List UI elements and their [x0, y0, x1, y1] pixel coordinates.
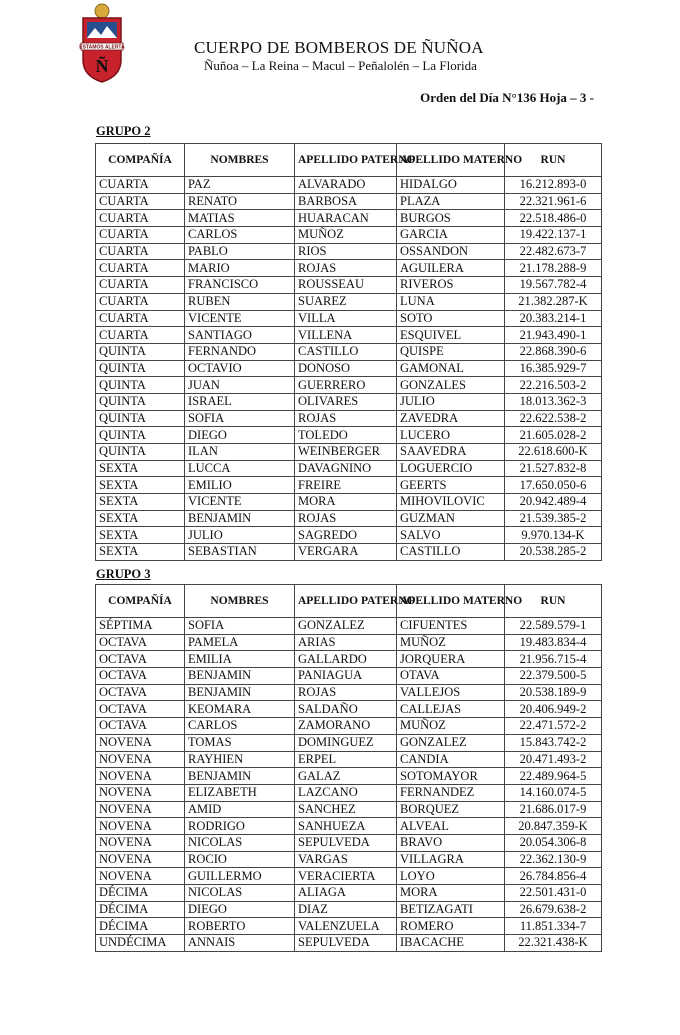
run-cell: 22.482.673-7 [505, 243, 602, 260]
company-cell: NOVENA [96, 818, 185, 835]
table-row [96, 410, 602, 427]
paternal-surname-cell: ARIAS [295, 634, 397, 651]
first-name-cell: CARLOS [185, 227, 295, 244]
company-cell: CUARTA [96, 310, 185, 327]
run-cell: 15.843.742-2 [505, 734, 602, 751]
run-cell: 22.321.961-6 [505, 193, 602, 210]
first-name-cell: NICOLAS [185, 885, 295, 902]
maternal-surname-cell: JULIO [397, 393, 505, 410]
table-row [96, 718, 602, 735]
run-cell: 22.622.538-2 [505, 410, 602, 427]
table-row [96, 901, 602, 918]
first-name-cell: GUILLERMO [185, 868, 295, 885]
run-cell: 19.422.137-1 [505, 227, 602, 244]
run-cell: 22.471.572-2 [505, 718, 602, 735]
table-row [96, 293, 602, 310]
company-cell: OCTAVA [96, 701, 185, 718]
run-cell: 20.847.359-K [505, 818, 602, 835]
table-row [96, 377, 602, 394]
table-header-row [96, 585, 602, 618]
run-cell: 21.686.017-9 [505, 801, 602, 818]
table-row [96, 343, 602, 360]
paternal-surname-cell: ALVARADO [295, 177, 397, 194]
company-cell: CUARTA [96, 193, 185, 210]
table-row [96, 868, 602, 885]
company-cell: NOVENA [96, 801, 185, 818]
run-cell: 21.956.715-4 [505, 651, 602, 668]
paternal-surname-cell: HUARACAN [295, 210, 397, 227]
company-cell: OCTAVA [96, 634, 185, 651]
group-2-table [95, 143, 602, 561]
first-name-cell: KEOMARA [185, 701, 295, 718]
run-cell: 22.216.503-2 [505, 377, 602, 394]
paternal-surname-cell: VILLA [295, 310, 397, 327]
paternal-surname-cell: GUERRERO [295, 377, 397, 394]
company-cell: QUINTA [96, 377, 185, 394]
maternal-surname-cell: MIHOVILOVIC [397, 494, 505, 511]
company-cell: CUARTA [96, 210, 185, 227]
first-name-cell: BENJAMIN [185, 684, 295, 701]
maternal-surname-cell: CANDIA [397, 751, 505, 768]
first-name-cell: FRANCISCO [185, 277, 295, 294]
company-cell: SEXTA [96, 460, 185, 477]
company-cell: OCTAVA [96, 718, 185, 735]
column-header-names: NOMBRES [185, 585, 295, 618]
first-name-cell: ISRAEL [185, 393, 295, 410]
column-header-names: NOMBRES [185, 144, 295, 177]
run-cell: 21.527.832-8 [505, 460, 602, 477]
first-name-cell: CARLOS [185, 718, 295, 735]
table-row [96, 634, 602, 651]
maternal-surname-cell: LOYO [397, 868, 505, 885]
run-cell: 22.618.600-K [505, 444, 602, 461]
paternal-surname-cell: ROJAS [295, 260, 397, 277]
maternal-surname-cell: ESQUIVEL [397, 327, 505, 344]
run-cell: 21.382.287-K [505, 293, 602, 310]
run-cell: 22.362.130-9 [505, 851, 602, 868]
paternal-surname-cell: ROJAS [295, 410, 397, 427]
maternal-surname-cell: BURGOS [397, 210, 505, 227]
company-cell: CUARTA [96, 260, 185, 277]
column-header-paternal-surname: APELLIDO PATERNO [295, 144, 397, 177]
table-row [96, 651, 602, 668]
maternal-surname-cell: JORQUERA [397, 651, 505, 668]
paternal-surname-cell: SALDAÑO [295, 701, 397, 718]
first-name-cell: SANTIAGO [185, 327, 295, 344]
column-header-company: COMPAÑÍA [96, 144, 185, 177]
table-row [96, 310, 602, 327]
paternal-surname-cell: FREIRE [295, 477, 397, 494]
table-row [96, 360, 602, 377]
company-cell: CUARTA [96, 227, 185, 244]
first-name-cell: RENATO [185, 193, 295, 210]
paternal-surname-cell: OLIVARES [295, 393, 397, 410]
table-row [96, 851, 602, 868]
run-cell: 22.868.390-6 [505, 343, 602, 360]
first-name-cell: TOMAS [185, 734, 295, 751]
paternal-surname-cell: SEPULVEDA [295, 935, 397, 952]
table-row [96, 193, 602, 210]
column-header-maternal-surname: APELLIDO MATERNO [397, 144, 505, 177]
table-row [96, 734, 602, 751]
company-cell: NOVENA [96, 868, 185, 885]
table-row [96, 527, 602, 544]
first-name-cell: BENJAMIN [185, 510, 295, 527]
first-name-cell: ELIZABETH [185, 784, 295, 801]
logo-banner-text: ESTAMOS ALERTA [79, 44, 125, 51]
company-cell: QUINTA [96, 410, 185, 427]
first-name-cell: PAZ [185, 177, 295, 194]
table-row [96, 177, 602, 194]
company-cell: QUINTA [96, 427, 185, 444]
first-name-cell: ILAN [185, 444, 295, 461]
maternal-surname-cell: VILLAGRA [397, 851, 505, 868]
first-name-cell: OCTAVIO [185, 360, 295, 377]
maternal-surname-cell: CALLEJAS [397, 701, 505, 718]
run-cell: 18.013.362-3 [505, 393, 602, 410]
company-cell: NOVENA [96, 768, 185, 785]
run-cell: 20.406.949-2 [505, 701, 602, 718]
document-title: CUERPO DE BOMBEROS DE ÑUÑOA [194, 38, 484, 57]
maternal-surname-cell: SALVO [397, 527, 505, 544]
run-cell: 16.212.893-0 [505, 177, 602, 194]
paternal-surname-cell: LAZCANO [295, 784, 397, 801]
paternal-surname-cell: DOMINGUEZ [295, 734, 397, 751]
first-name-cell: FERNANDO [185, 343, 295, 360]
maternal-surname-cell: BETIZAGATI [397, 901, 505, 918]
company-cell: QUINTA [96, 360, 185, 377]
first-name-cell: VICENTE [185, 494, 295, 511]
run-cell: 20.383.214-1 [505, 310, 602, 327]
paternal-surname-cell: VERGARA [295, 544, 397, 561]
paternal-surname-cell: VALENZUELA [295, 918, 397, 935]
paternal-surname-cell: RIOS [295, 243, 397, 260]
run-cell: 19.567.782-4 [505, 277, 602, 294]
maternal-surname-cell: GONZALEZ [397, 734, 505, 751]
maternal-surname-cell: QUISPE [397, 343, 505, 360]
maternal-surname-cell: SOTO [397, 310, 505, 327]
group-3-table [95, 584, 602, 952]
paternal-surname-cell: MORA [295, 494, 397, 511]
run-cell: 20.054.306-8 [505, 834, 602, 851]
first-name-cell: SOFIA [185, 410, 295, 427]
company-cell: OCTAVA [96, 651, 185, 668]
run-cell: 22.518.486-0 [505, 210, 602, 227]
company-cell: QUINTA [96, 343, 185, 360]
run-cell: 22.321.438-K [505, 935, 602, 952]
first-name-cell: ROBERTO [185, 918, 295, 935]
document-subtitle: Ñuñoa – La Reina – Macul – Peñalolén – La Florida [204, 58, 477, 73]
paternal-surname-cell: GONZALEZ [295, 618, 397, 635]
maternal-surname-cell: GARCIA [397, 227, 505, 244]
company-cell: NOVENA [96, 751, 185, 768]
paternal-surname-cell: ZAMORANO [295, 718, 397, 735]
fire-department-crest-logo [77, 2, 127, 84]
paternal-surname-cell: SAGREDO [295, 527, 397, 544]
run-cell: 9.970.134-K [505, 527, 602, 544]
company-cell: SEXTA [96, 510, 185, 527]
table-row [96, 701, 602, 718]
paternal-surname-cell: CASTILLO [295, 343, 397, 360]
run-cell: 21.605.028-2 [505, 427, 602, 444]
maternal-surname-cell: MORA [397, 885, 505, 902]
company-cell: SEXTA [96, 494, 185, 511]
column-header-paternal-surname: APELLIDO PATERNO [295, 585, 397, 618]
maternal-surname-cell: CIFUENTES [397, 618, 505, 635]
first-name-cell: JULIO [185, 527, 295, 544]
run-cell: 20.471.493-2 [505, 751, 602, 768]
run-cell: 20.538.189-9 [505, 684, 602, 701]
company-cell: SEXTA [96, 544, 185, 561]
group-3-title: GRUPO 3 [96, 567, 151, 581]
first-name-cell: JUAN [185, 377, 295, 394]
maternal-surname-cell: BORQUEZ [397, 801, 505, 818]
run-cell: 17.650.050-6 [505, 477, 602, 494]
first-name-cell: PABLO [185, 243, 295, 260]
table-row [96, 784, 602, 801]
company-cell: CUARTA [96, 293, 185, 310]
run-cell: 11.851.334-7 [505, 918, 602, 935]
maternal-surname-cell: OTAVA [397, 668, 505, 685]
maternal-surname-cell: GAMONAL [397, 360, 505, 377]
run-cell: 20.942.489-4 [505, 494, 602, 511]
company-cell: CUARTA [96, 277, 185, 294]
paternal-surname-cell: WEINBERGER [295, 444, 397, 461]
company-cell: CUARTA [96, 243, 185, 260]
table-row [96, 260, 602, 277]
first-name-cell: EMILIA [185, 651, 295, 668]
maternal-surname-cell: LUCERO [397, 427, 505, 444]
table-row [96, 277, 602, 294]
column-header-maternal-surname: APELLIDO MATERNO [397, 585, 505, 618]
maternal-surname-cell: SOTOMAYOR [397, 768, 505, 785]
paternal-surname-cell: VILLENA [295, 327, 397, 344]
first-name-cell: DIEGO [185, 427, 295, 444]
paternal-surname-cell: GALAZ [295, 768, 397, 785]
company-cell: CUARTA [96, 327, 185, 344]
company-cell: DÉCIMA [96, 885, 185, 902]
maternal-surname-cell: HIDALGO [397, 177, 505, 194]
paternal-surname-cell: SANHUEZA [295, 818, 397, 835]
maternal-surname-cell: GUZMAN [397, 510, 505, 527]
table-row [96, 935, 602, 952]
table-row [96, 544, 602, 561]
table-row [96, 477, 602, 494]
table-row [96, 768, 602, 785]
first-name-cell: MATIAS [185, 210, 295, 227]
paternal-surname-cell: BARBOSA [295, 193, 397, 210]
run-cell: 21.943.490-1 [505, 327, 602, 344]
table-row [96, 801, 602, 818]
run-cell: 22.379.500-5 [505, 668, 602, 685]
run-cell: 14.160.074-5 [505, 784, 602, 801]
maternal-surname-cell: PLAZA [397, 193, 505, 210]
table-row [96, 243, 602, 260]
maternal-surname-cell: GEERTS [397, 477, 505, 494]
first-name-cell: NICOLAS [185, 834, 295, 851]
first-name-cell: DIEGO [185, 901, 295, 918]
paternal-surname-cell: TOLEDO [295, 427, 397, 444]
run-cell: 22.589.579-1 [505, 618, 602, 635]
first-name-cell: RAYHIEN [185, 751, 295, 768]
company-cell: DÉCIMA [96, 901, 185, 918]
table-row [96, 227, 602, 244]
maternal-surname-cell: ALVEAL [397, 818, 505, 835]
company-cell: DÉCIMA [96, 918, 185, 935]
maternal-surname-cell: IBACACHE [397, 935, 505, 952]
first-name-cell: MARIO [185, 260, 295, 277]
maternal-surname-cell: ZAVEDRA [397, 410, 505, 427]
maternal-surname-cell: MUÑOZ [397, 718, 505, 735]
maternal-surname-cell: CASTILLO [397, 544, 505, 561]
paternal-surname-cell: SANCHEZ [295, 801, 397, 818]
first-name-cell: AMID [185, 801, 295, 818]
run-cell: 22.489.964-5 [505, 768, 602, 785]
order-of-day-label: Orden del Día N°136 Hoja – 3 - [420, 90, 594, 105]
first-name-cell: EMILIO [185, 477, 295, 494]
company-cell: CUARTA [96, 177, 185, 194]
first-name-cell: BENJAMIN [185, 668, 295, 685]
first-name-cell: RUBEN [185, 293, 295, 310]
company-cell: OCTAVA [96, 684, 185, 701]
run-cell: 21.539.385-2 [505, 510, 602, 527]
first-name-cell: ANNAIS [185, 935, 295, 952]
table-row [96, 427, 602, 444]
maternal-surname-cell: MUÑOZ [397, 634, 505, 651]
paternal-surname-cell: VARGAS [295, 851, 397, 868]
paternal-surname-cell: SUAREZ [295, 293, 397, 310]
paternal-surname-cell: GALLARDO [295, 651, 397, 668]
first-name-cell: ROCIO [185, 851, 295, 868]
first-name-cell: RODRIGO [185, 818, 295, 835]
company-cell: QUINTA [96, 393, 185, 410]
table-row [96, 668, 602, 685]
paternal-surname-cell: MUÑOZ [295, 227, 397, 244]
table-row [96, 444, 602, 461]
run-cell: 26.679.638-2 [505, 901, 602, 918]
table-row [96, 918, 602, 935]
maternal-surname-cell: RIVEROS [397, 277, 505, 294]
run-cell: 19.483.834-4 [505, 634, 602, 651]
logo-letter-text: Ñ [95, 56, 109, 76]
company-cell: UNDÉCIMA [96, 935, 185, 952]
maternal-surname-cell: LUNA [397, 293, 505, 310]
table-row [96, 684, 602, 701]
run-cell: 22.501.431-0 [505, 885, 602, 902]
company-cell: SEXTA [96, 527, 185, 544]
maternal-surname-cell: GONZALES [397, 377, 505, 394]
first-name-cell: LUCCA [185, 460, 295, 477]
table-row [96, 618, 602, 635]
paternal-surname-cell: VERACIERTA [295, 868, 397, 885]
maternal-surname-cell: ROMERO [397, 918, 505, 935]
paternal-surname-cell: SEPULVEDA [295, 834, 397, 851]
column-header-run: RUN [505, 585, 602, 618]
table-header-row [96, 144, 602, 177]
paternal-surname-cell: PANIAGUA [295, 668, 397, 685]
paternal-surname-cell: ROJAS [295, 510, 397, 527]
paternal-surname-cell: DONOSO [295, 360, 397, 377]
paternal-surname-cell: ERPEL [295, 751, 397, 768]
company-cell: SEXTA [96, 477, 185, 494]
first-name-cell: SOFIA [185, 618, 295, 635]
maternal-surname-cell: LOGUERCIO [397, 460, 505, 477]
table-row [96, 393, 602, 410]
group-2-title: GRUPO 2 [96, 124, 151, 138]
company-cell: NOVENA [96, 834, 185, 851]
maternal-surname-cell: FERNANDEZ [397, 784, 505, 801]
company-cell: SÉPTIMA [96, 618, 185, 635]
first-name-cell: VICENTE [185, 310, 295, 327]
table-row [96, 834, 602, 851]
table-row [96, 460, 602, 477]
first-name-cell: PAMELA [185, 634, 295, 651]
table-row [96, 751, 602, 768]
paternal-surname-cell: ROUSSEAU [295, 277, 397, 294]
maternal-surname-cell: VALLEJOS [397, 684, 505, 701]
company-cell: NOVENA [96, 784, 185, 801]
table-row [96, 327, 602, 344]
run-cell: 26.784.856-4 [505, 868, 602, 885]
paternal-surname-cell: DAVAGNINO [295, 460, 397, 477]
company-cell: QUINTA [96, 444, 185, 461]
paternal-surname-cell: DIAZ [295, 901, 397, 918]
company-cell: NOVENA [96, 851, 185, 868]
table-row [96, 885, 602, 902]
paternal-surname-cell: ALIAGA [295, 885, 397, 902]
run-cell: 16.385.929-7 [505, 360, 602, 377]
table-row [96, 818, 602, 835]
company-cell: NOVENA [96, 734, 185, 751]
run-cell: 21.178.288-9 [505, 260, 602, 277]
maternal-surname-cell: BRAVO [397, 834, 505, 851]
maternal-surname-cell: OSSANDON [397, 243, 505, 260]
company-cell: OCTAVA [96, 668, 185, 685]
table-row [96, 210, 602, 227]
table-row [96, 494, 602, 511]
run-cell: 20.538.285-2 [505, 544, 602, 561]
paternal-surname-cell: ROJAS [295, 684, 397, 701]
table-row [96, 510, 602, 527]
first-name-cell: BENJAMIN [185, 768, 295, 785]
column-header-run: RUN [505, 144, 602, 177]
maternal-surname-cell: AGUILERA [397, 260, 505, 277]
column-header-company: COMPAÑÍA [96, 585, 185, 618]
first-name-cell: SEBASTIAN [185, 544, 295, 561]
maternal-surname-cell: SAAVEDRA [397, 444, 505, 461]
